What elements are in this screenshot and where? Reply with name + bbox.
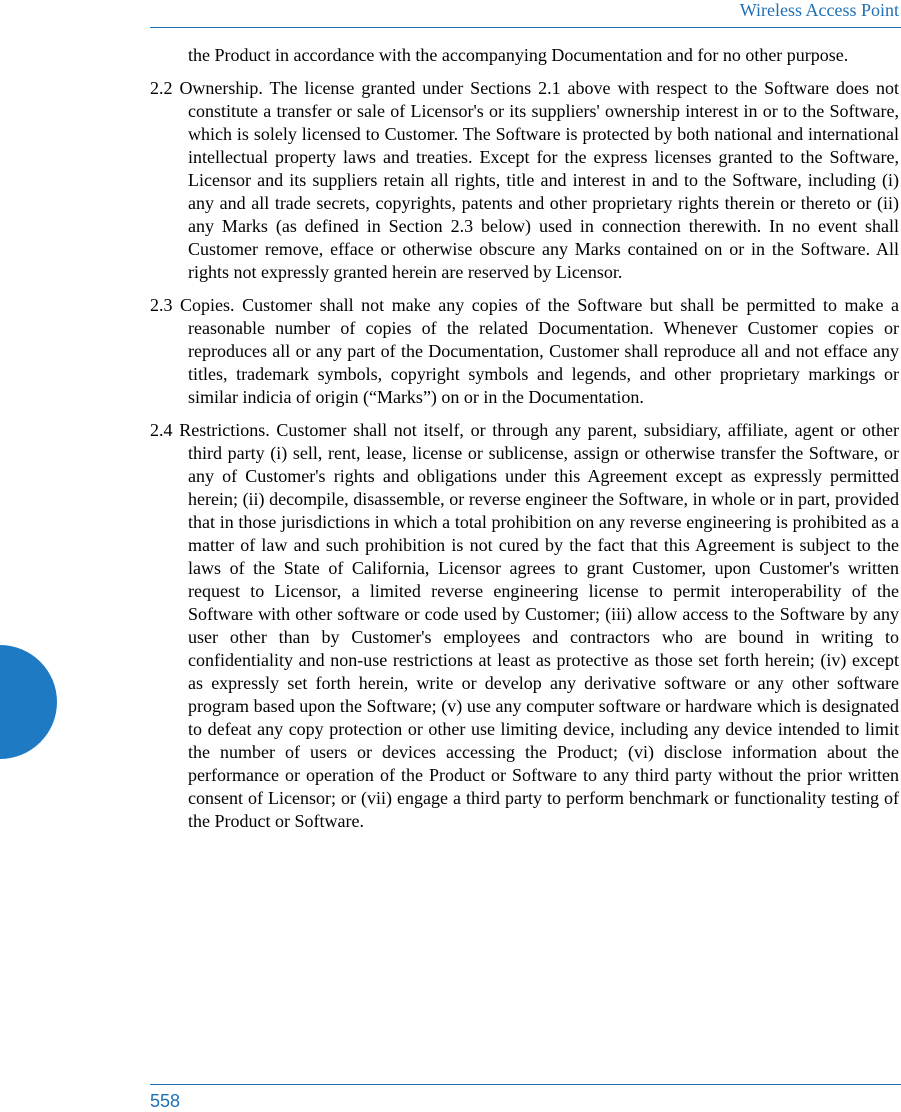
document-body [150,44,899,843]
header-title: Wireless Access Point [739,0,899,20]
paragraph-continuation: the Product in accordance with the accompanying Documentation and for no other purpose. [188,45,849,65]
section-number: 2.2 [150,78,173,98]
paragraph-text: Ownership. The license granted under Sections 2.1 above with respect to the Software does not constitute a transfer or sale of Licensor's or its suppliers' ownership interest in or to the Software, which is solely licensed to Customer. The Software is protected by both national and international intellectual property laws and treaties. Except for the express licenses granted to the Software, Licensor and its suppliers retain all rights, title and interest in and to the Software, including (i) any and all trade secrets, copyrights, patents and other proprietary rights therein or thereto or (ii) any Marks (as defined in Section 2.3 below) used in connection therewith. In no event shall Customer remove, efface or otherwise obscure any Marks contained on or in the Software. All rights not expressly granted herein are reserved by Licensor. [179,78,899,282]
paragraph-2-3-copies [150,294,899,409]
paragraph-text: Restrictions. Customer shall not itself, or through any parent, subsidiary, affiliate, agent or other third party (i) sell, rent, lease, license or sublicense, assign or otherwise transfer the Software, or any of Customer's rights and obligations under this Agreement except as expressly permitted herein; (ii) decompile, disassemble, or reverse engineer the Software, in whole or in part, provided that in those jurisdictions in which a total prohibition on any reverse engineering is prohibited as a matter of law and such prohibition is not cured by the fact that this Agreement is subject to the laws of the State of California, Licensor agrees to grant Customer, upon Customer's written request to Licensor, a limited reverse engineering license to permit interoperability of the Software with other software or code used by Customer; (iii) allow access to the Software by any user other than by Customer's employees and contractors who are bound in writing to confidentiality and non-use restrictions at least as protective as those set forth herein; (iv) except as expressly set forth herein, write or develop any derivative software or any other software program based upon the Software; (v) use any computer software or hardware which is designated to defeat any copy protection or other use limiting device, including any device intended to limit the number of users or devices accessing the Product; (vi) disclose information about the performance or operation of the Product or Software to any third party without the prior written consent of Licensor; or (vii) engage a third party to perform benchmark or functionality testing of the Product or Software. [179,420,900,831]
footer-rule [150,1084,901,1085]
header-rule [150,27,901,28]
paragraph-2-4-restrictions [150,419,899,833]
section-number: 2.4 [150,420,173,440]
chapter-tab-marker [0,645,57,759]
paragraph-text: Copies. Customer shall not make any copies of the Software but shall be permitted to make a reasonable number of copies of the related Documentation. Whenever Customer copies or reproduces all or any part of the Documentation, Customer shall reproduce all and not efface any titles, trademark symbols, copyright symbols and legends, and other proprietary markings or similar indicia of origin (“Marks”) on or in the Documentation. [180,295,900,407]
page-number: 558 [150,1091,181,1111]
paragraph-2-2-ownership [150,77,899,284]
section-number: 2.3 [150,295,173,315]
